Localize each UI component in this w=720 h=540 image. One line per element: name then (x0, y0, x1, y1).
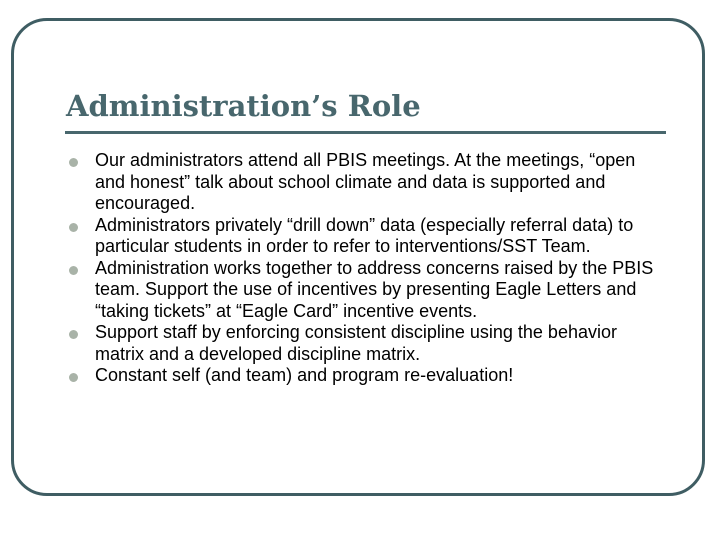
bullet-text: Support staff by enforcing consistent discipline using the behavior matrix and a developed discipline matrix. (95, 322, 617, 364)
bullet-text: Administrators privately “drill down” data (especially referral data) to particular students in order to refer to interventions/SST Team. (95, 214, 634, 256)
slide-title: Administration’s Role (66, 89, 421, 123)
bullet-list (66, 150, 666, 387)
bullet-item (66, 258, 666, 323)
bullet-item (66, 215, 666, 258)
bullet-dot-icon (69, 373, 78, 382)
bullet-dot-icon (69, 266, 78, 275)
bullet-item (66, 150, 666, 215)
bullet-text: Administration works together to address concerns raised by the PBIS team. Support the use of incentives by presenting Eagle Letters and “taking tickets” at “Eagle Card” incentive events. (95, 257, 654, 321)
title-underline (65, 131, 666, 134)
bullet-dot-icon (69, 158, 78, 167)
bullet-dot-icon (69, 223, 78, 232)
bullet-item (66, 365, 666, 387)
bullet-dot-icon (69, 330, 78, 339)
bullet-text: Our administrators attend all PBIS meetings. At the meetings, “open and honest” talk about school climate and data is supported and encouraged. (95, 150, 636, 213)
bullet-text: Constant self (and team) and program re-evaluation! (95, 365, 514, 385)
bullet-item (66, 322, 666, 365)
